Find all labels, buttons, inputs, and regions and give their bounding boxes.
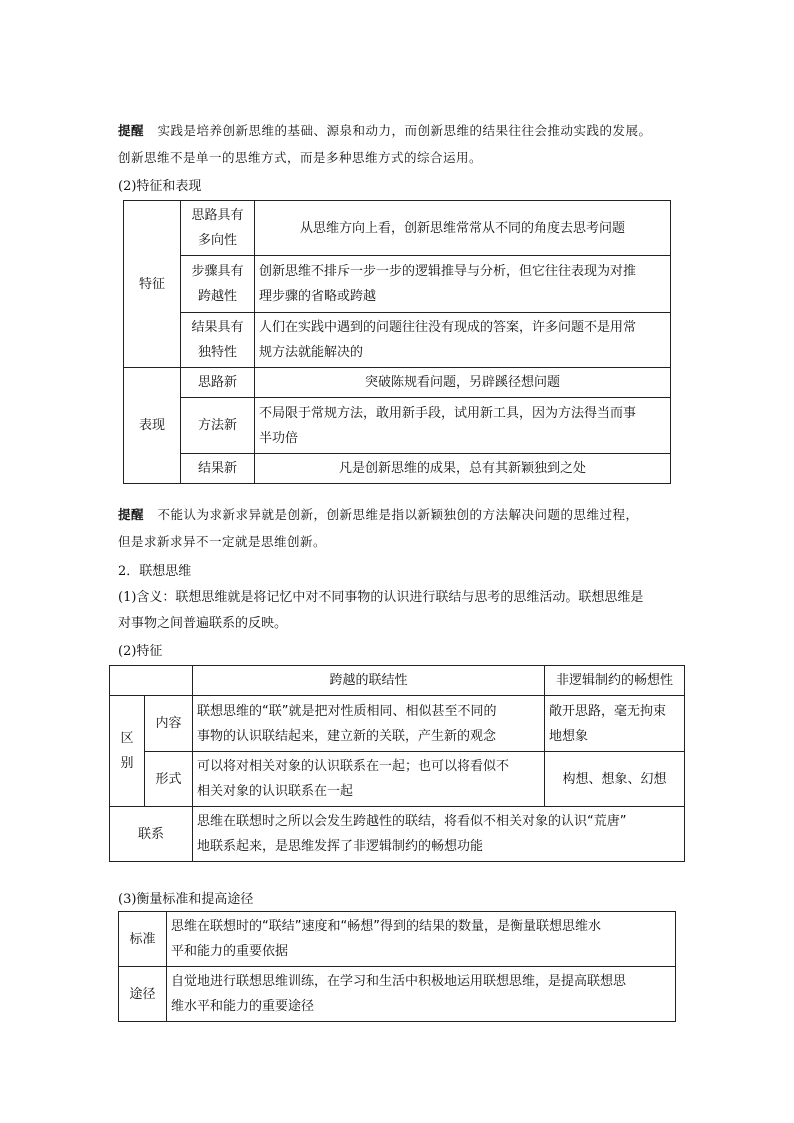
header-empty [110, 666, 193, 696]
form-col2: 构想、想象、幻想 [545, 752, 685, 807]
group-label-features: 特征 [124, 201, 181, 368]
tip-text-line1: 实践是培养创新思维的基础、源泉和动力，而创新思维的结果往往会推动实践的发展。 [157, 123, 652, 138]
tip-paragraph [118, 505, 638, 523]
tip-paragraph [118, 121, 651, 139]
path-label: 途径 [119, 967, 167, 1022]
content-label: 内容 [145, 696, 193, 752]
section-heading-standards: (3)衡量标准和提高途径 [118, 892, 254, 907]
header-col1: 跨越的联结性 [193, 666, 545, 696]
std-label: 标准 [119, 912, 167, 967]
association-table [109, 665, 685, 862]
tip-text-line1: 不能认为求新求异就是创新，创新思维是指以新颖独创的方法解决问题的思维过程， [157, 507, 639, 522]
row-name: 结果具有 独特性 [181, 313, 255, 368]
meaning-line2: 对事物之间普遍联系的反映。 [118, 616, 288, 631]
row-desc: 凡是创新思维的成果，总有其新颖独到之处 [255, 454, 671, 484]
group-label-performance: 表现 [124, 368, 181, 484]
diff-label: 区 别 [110, 696, 145, 807]
row-name: 思路具有 多向性 [181, 201, 255, 256]
row-desc: 人们在实践中遇到的问题往往没有现成的答案，许多问题不是用常 规方法就能解决的 [255, 313, 671, 368]
form-label: 形式 [145, 752, 193, 807]
form-col1: 可以将对相关对象的认识联系在一起；也可以将看似不 相关对象的认识联系在一起 [193, 752, 545, 807]
row-name: 方法新 [181, 398, 255, 454]
path-desc: 自觉地进行联想思维训练，在学习和生活中积极地运用联想思维，是提高联想思 维水平和能力的重要途径 [167, 967, 676, 1022]
row-desc: 创新思维不排斥一步一步的逻辑推导与分析，但它往往表现为对推 理步骤的省略或跨越 [255, 256, 671, 313]
tip-text-line2: 但是求新求异不一定就是思维创新。 [118, 534, 327, 549]
link-desc: 思维在联想时之所以会发生跨越性的联结，将看似不相关对象的认识“荒唐” 地联系起来，是思维发挥了非逻辑制约的畅想功能 [193, 807, 685, 862]
section-heading-features: (2)特征和表现 [118, 179, 202, 194]
row-name: 思路新 [181, 368, 255, 398]
features-table [123, 200, 671, 484]
tip-text-line2: 创新思维不是单一的思维方式，而是多种思维方式的综合运用。 [118, 150, 483, 165]
row-name: 结果新 [181, 454, 255, 484]
standards-table [118, 911, 676, 1022]
row-desc: 突破陈规看问题，另辟蹊径想问题 [255, 368, 671, 398]
content-col2: 敞开思路，毫无拘束 地想象 [545, 696, 685, 752]
row-desc: 不局限于常规方法，敢用新手段，试用新工具，因为方法得当而事 半功倍 [255, 398, 671, 454]
section-heading-association: 2．联想思维 [118, 564, 192, 579]
tip-label: 提醒 [118, 123, 145, 138]
row-desc: 从思维方向上看，创新思维常常从不同的角度去思考问题 [255, 201, 671, 256]
section-heading-traits: (2)特征 [118, 644, 163, 659]
std-desc: 思维在联想时的“联结”速度和“畅想”得到的结果的数量，是衡量联想思维水 平和能力的重要依据 [167, 912, 676, 967]
meaning-line1: (1)含义：联想思维就是将记忆中对不同事物的认识进行联结与思考的思维活动。联想思维是 [118, 590, 644, 605]
tip-label: 提醒 [118, 507, 145, 522]
row-name: 步骤具有 跨越性 [181, 256, 255, 313]
link-label: 联系 [110, 807, 193, 862]
content-col1: 联想思维的“联”就是把对性质相同、相似甚至不同的 事物的认识联结起来，建立新的关联，产生新的观念 [193, 696, 545, 752]
header-col2: 非逻辑制约的畅想性 [545, 666, 685, 696]
